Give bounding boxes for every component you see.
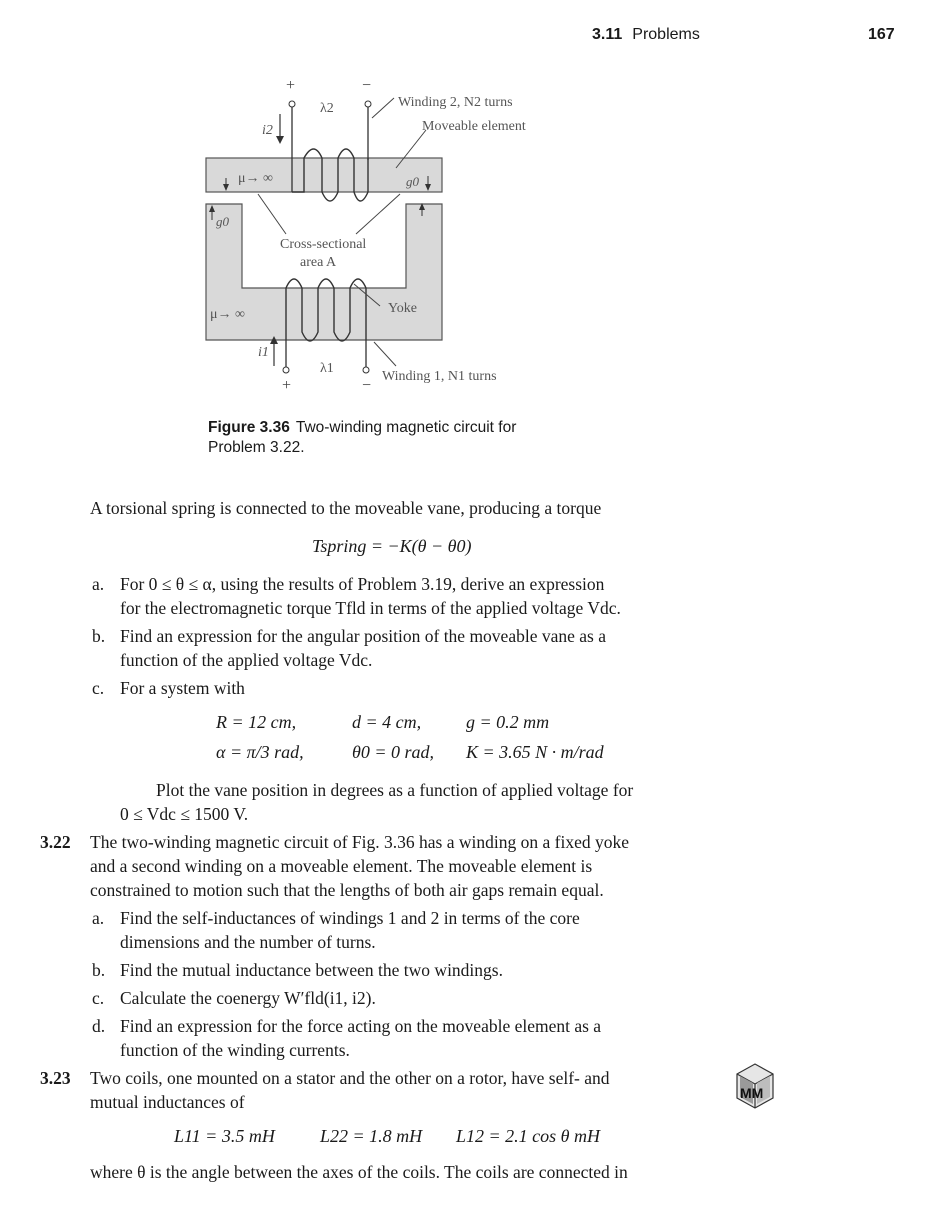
g0-right-label: g0 xyxy=(406,174,419,189)
p322-item-d-letter: d. xyxy=(92,1016,106,1036)
logo-letters: MM xyxy=(740,1085,764,1101)
problem-3-23-line-2: mutual inductances of xyxy=(90,1092,245,1112)
minus-bottom-label: − xyxy=(362,377,372,390)
mu-inf-top-label: μ→ ∞ xyxy=(238,171,273,186)
item-b-letter: b. xyxy=(92,626,106,646)
eq-l22: L22 = 1.8 mH xyxy=(320,1126,423,1146)
p322-item-b-letter: b. xyxy=(92,960,106,980)
page-number: 167 xyxy=(868,26,895,43)
caption-label: Figure 3.36 xyxy=(208,419,290,436)
plot-line-2: 0 ≤ Vdc ≤ 1500 V. xyxy=(120,804,249,824)
cross-section-label-2: area A xyxy=(300,255,337,270)
intro-paragraph: A torsional spring is connected to the moveable vane, producing a torque xyxy=(90,498,602,518)
p322-item-d-line-1: Find an expression for the force acting on the moveable element as a xyxy=(120,1016,602,1036)
problem-3-22-line-3: constrained to motion such that the lengths of both air gaps remain equal. xyxy=(90,880,604,900)
problem-3-22-line-2: and a second winding on a moveable element. The moveable element is xyxy=(90,856,593,876)
item-b-line-2: function of the applied voltage Vdc. xyxy=(120,650,373,670)
winding1-label: Winding 1, N1 turns xyxy=(382,369,497,384)
i2-label: i2 xyxy=(262,123,273,138)
section-number: 3.11 xyxy=(592,26,623,43)
p322-item-c-line-1: Calculate the coenergy W′fld(i1, i2). xyxy=(120,988,376,1008)
item-c-line-1: For a system with xyxy=(120,678,245,698)
yoke-label: Yoke xyxy=(388,301,417,316)
item-c-letter: c. xyxy=(92,678,105,698)
item-a-line-1: For 0 ≤ θ ≤ α, using the results of Problem 3.19, derive an expression xyxy=(120,574,605,594)
p322-item-d-line-2: function of the winding currents. xyxy=(120,1040,350,1060)
caption-text: Two-winding magnetic circuit for Problem 3.22. xyxy=(208,419,517,456)
problem-3-22-number: 3.22 xyxy=(40,832,71,852)
problem-3-23-number: 3.23 xyxy=(40,1068,71,1088)
plus-bottom-label: + xyxy=(282,377,292,390)
param-k: K = 3.65 N · m/rad xyxy=(466,742,604,762)
g0-left-label: g0 xyxy=(216,214,229,229)
param-r: R = 12 cm, xyxy=(216,712,297,732)
param-alpha: α = π/3 rad, xyxy=(216,742,304,762)
magnetic-circuit-figure xyxy=(196,70,556,390)
param-theta0: θ0 = 0 rad, xyxy=(352,742,434,762)
plus-top-label: + xyxy=(286,77,296,94)
lambda2-label: λ2 xyxy=(320,101,334,116)
figure-caption xyxy=(208,418,528,458)
p322-item-a-letter: a. xyxy=(92,908,105,928)
param-d: d = 4 cm, xyxy=(352,712,422,732)
problem-3-23-line-3: where θ is the angle between the axes of the coils. The coils are connected in xyxy=(90,1162,628,1182)
cross-section-label-1: Cross-sectional xyxy=(280,237,367,252)
eq-l12: L12 = 2.1 cos θ mH xyxy=(456,1126,600,1146)
item-a-line-2: for the electromagnetic torque Tfld in terms of the applied voltage Vdc. xyxy=(120,598,621,618)
problem-3-22-line-1: The two-winding magnetic circuit of Fig. 3.36 has a winding on a fixed yoke xyxy=(90,832,629,852)
moveable-label: Moveable element xyxy=(422,119,526,134)
plot-line-1: Plot the vane position in degrees as a function of applied voltage for xyxy=(156,780,634,800)
matlab-cube-icon xyxy=(733,1060,777,1110)
item-b-line-1: Find an expression for the angular position of the moveable vane as a xyxy=(120,626,606,646)
p322-item-a-line-1: Find the self-inductances of windings 1 and 2 in terms of the core xyxy=(120,908,580,928)
eq-l11: L11 = 3.5 mH xyxy=(174,1126,275,1146)
mu-inf-bottom-label: μ→ ∞ xyxy=(210,307,245,322)
param-g: g = 0.2 mm xyxy=(466,712,550,732)
p322-item-a-line-2: dimensions and the number of turns. xyxy=(120,932,376,952)
i1-label: i1 xyxy=(258,345,269,360)
problem-3-23-line-1: Two coils, one mounted on a stator and the other on a rotor, have self- and xyxy=(90,1068,610,1088)
minus-top-label: − xyxy=(362,77,372,94)
lambda1-label: λ1 xyxy=(320,361,334,376)
spring-torque-equation: Tspring = −K(θ − θ0) xyxy=(312,536,472,556)
item-a-letter: a. xyxy=(92,574,105,594)
winding2-label: Winding 2, N2 turns xyxy=(398,95,513,110)
p322-item-c-letter: c. xyxy=(92,988,105,1008)
p322-item-b-line-1: Find the mutual inductance between the two windings. xyxy=(120,960,503,980)
running-header xyxy=(592,26,700,44)
section-title: Problems xyxy=(632,26,700,43)
